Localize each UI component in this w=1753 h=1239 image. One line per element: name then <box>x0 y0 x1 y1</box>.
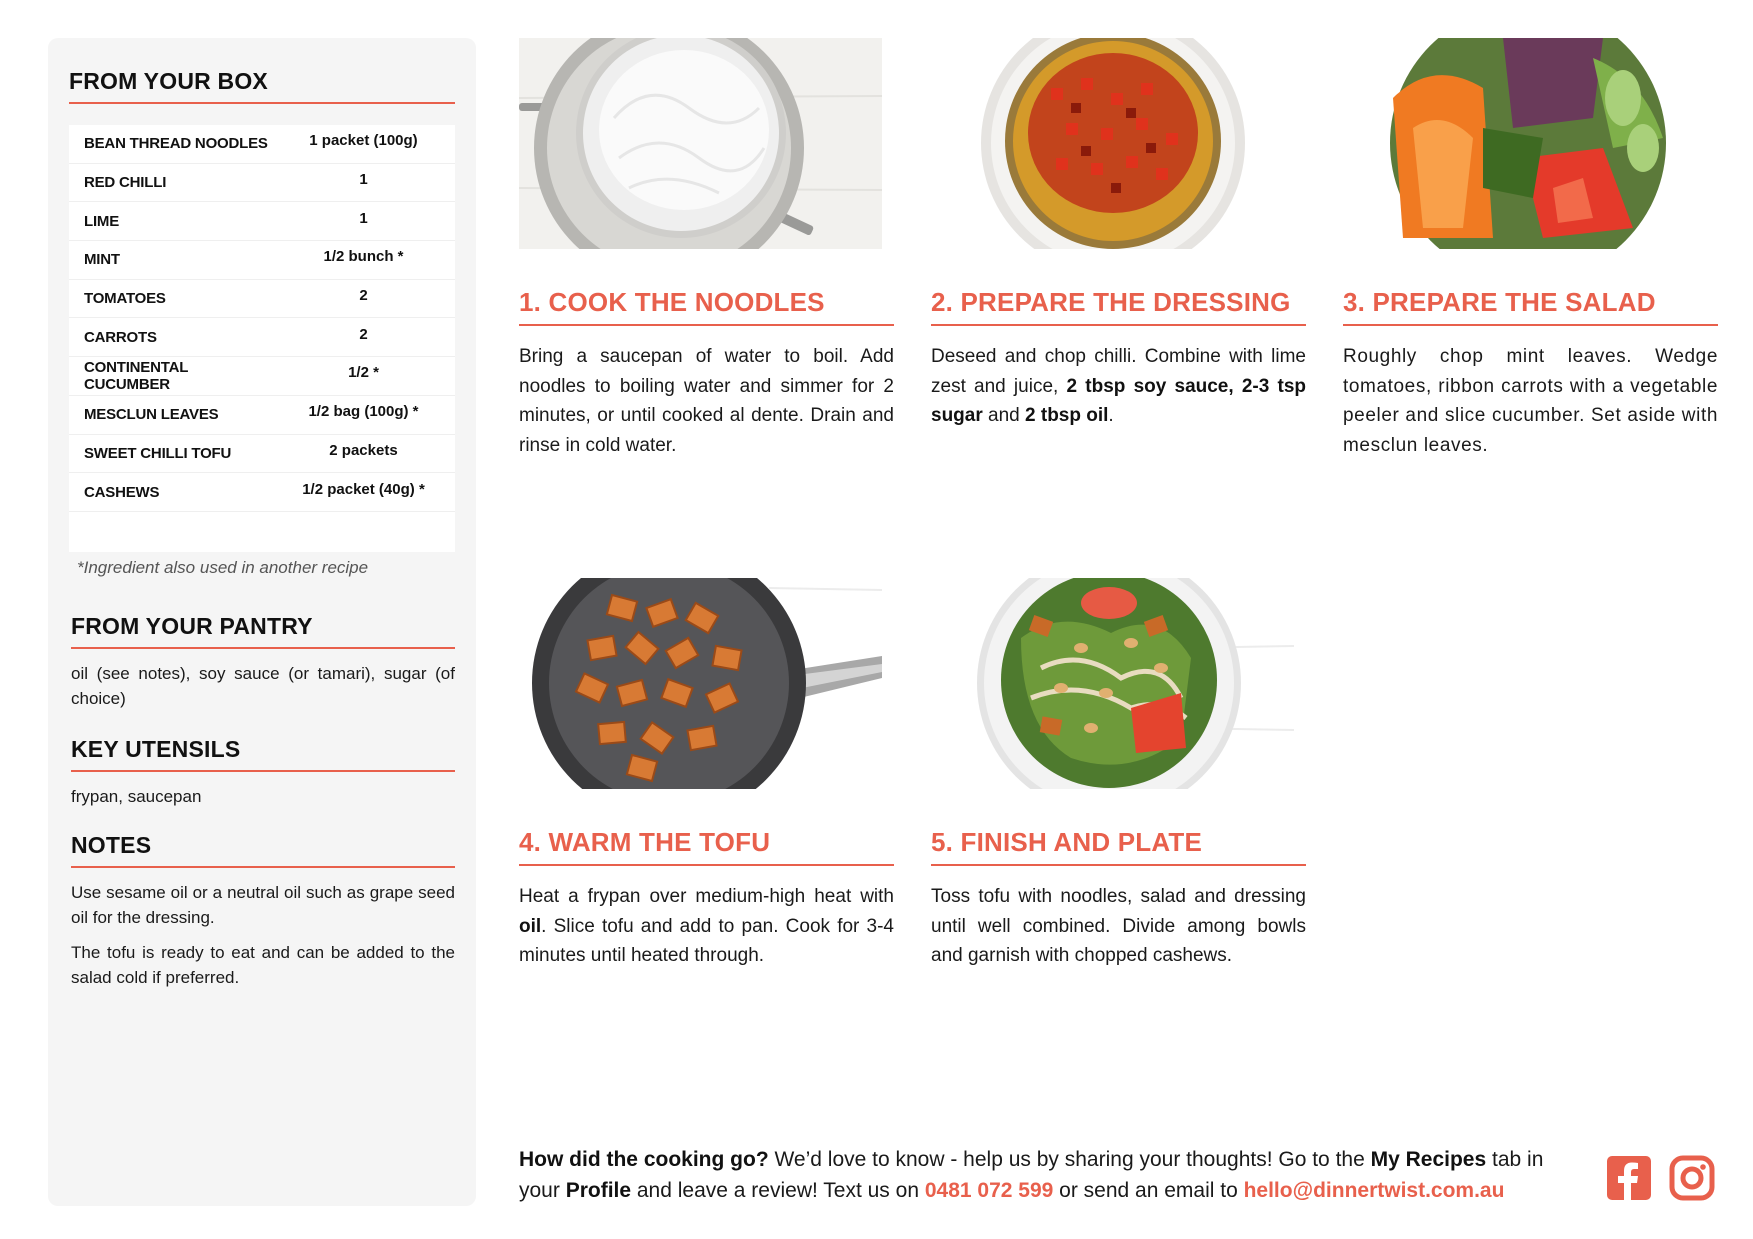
step-text-part: . Slice tofu and add to pan. Cook for 3-4 minutes until heated through. <box>519 915 894 966</box>
step-divider <box>1343 324 1718 326</box>
step-title: 1. COOK THE NOODLES <box>519 287 825 317</box>
step-title: 5. FINISH AND PLATE <box>931 827 1203 857</box>
footer-text: or send an email to <box>1053 1179 1244 1202</box>
from-your-box-title: FROM YOUR BOX <box>69 68 268 94</box>
ingredients-table <box>69 125 455 552</box>
step-divider <box>519 324 894 326</box>
footer-text: We’d love to know - help us by sharing your thoughts! Go to the <box>768 1148 1371 1171</box>
ingredient-name: SWEET CHILLI TOFU <box>84 444 232 462</box>
ingredient-row <box>69 435 455 474</box>
ingredient-qty: 2 <box>359 287 368 305</box>
step-text: Roughly chop mint leaves. Wedge tomatoes, ribbon carrots with a vegetable peeler and slice cucumber. Set aside with mesclun leaves. <box>1343 346 1718 456</box>
ingredient-qty: 1/2 packet (40g) * <box>302 480 425 498</box>
email-link[interactable]: hello@dinnertwist.com.au <box>1243 1179 1505 1202</box>
key-utensils-title: KEY UTENSILS <box>71 736 241 762</box>
step-divider <box>931 864 1306 866</box>
step-text-part: and <box>982 405 1026 426</box>
step-3 <box>1343 38 1718 460</box>
phone-link[interactable]: 0481 072 599 <box>924 1179 1054 1202</box>
ingredient-name: CASHEWS <box>84 483 160 501</box>
step-4 <box>519 578 894 971</box>
ingredient-qty: 1 <box>359 209 368 227</box>
note-item: The tofu is ready to eat and can be added to the salad cold if preferred. <box>71 943 455 987</box>
from-your-box-section <box>69 68 455 104</box>
ingredient-name: LIME <box>84 212 120 230</box>
ingredient-name: CARROTS <box>84 328 157 346</box>
ingredient-qty: 1/2 bunch * <box>323 248 404 266</box>
feedback-footer <box>519 1144 1589 1206</box>
ingredient-row <box>69 125 455 164</box>
ingredient-name: MESCLUN LEAVES <box>84 406 219 424</box>
ingredient-name: RED CHILLI <box>84 174 167 192</box>
ingredient-name: TOMATOES <box>84 290 166 308</box>
noodles-in-strainer-photo <box>519 38 882 249</box>
ingredient-row <box>69 473 455 512</box>
step-text-part: . <box>1108 405 1114 426</box>
ingredient-qty: 2 packets <box>329 441 398 459</box>
instagram-icon[interactable] <box>1669 1155 1715 1201</box>
step-text <box>931 342 1306 431</box>
from-your-pantry-title: FROM YOUR PANTRY <box>71 613 313 639</box>
section-divider <box>69 102 455 104</box>
step-text-part: Heat a frypan over medium-high heat with <box>519 886 894 907</box>
step-text: Bring a saucepan of water to boil. Add noodles to boiling water and simmer for 2 minutes, or until cooked al dente. Drain and rinse in cold water. <box>519 346 894 456</box>
footer-question: How did the cooking go? <box>519 1148 769 1171</box>
step-title: 3. PREPARE THE SALAD <box>1343 287 1656 317</box>
notes-section <box>71 832 455 990</box>
ingredient-name: CONTINENTAL CUCUMBER <box>84 358 188 393</box>
ingredient-name: BEAN THREAD NOODLES <box>84 135 268 153</box>
ingredient-row <box>69 318 455 357</box>
step-5 <box>931 578 1306 971</box>
chilli-dressing-bowl-photo <box>931 38 1294 249</box>
my-recipes-text: My Recipes <box>1370 1148 1487 1171</box>
section-divider <box>71 770 455 772</box>
footer-text: and leave a review! Text us on <box>631 1179 925 1202</box>
ingredient-footnote: *Ingredient also used in another recipe <box>77 558 369 577</box>
key-utensils-section <box>71 736 455 809</box>
ingredient-row <box>69 202 455 241</box>
tofu-in-frypan-photo <box>519 578 882 789</box>
ingredient-qty: 1/2 bag (100g) * <box>308 403 419 421</box>
step-text-bold: 2 tbsp soy sauce, 2-3 tsp sugar <box>931 375 1306 426</box>
ingredient-row <box>69 241 455 280</box>
section-divider <box>71 647 455 649</box>
note-item: Use sesame oil or a neutral oil such as grape seed oil for the dressing. <box>71 883 455 927</box>
step-divider <box>519 864 894 866</box>
step-title: 4. WARM THE TOFU <box>519 827 771 857</box>
finished-salad-bowl-photo <box>931 578 1294 789</box>
salad-vegetables-bowl-photo <box>1343 38 1706 249</box>
step-text: Toss tofu with noodles, salad and dressing until well combined. Divide among bowls and garnish with chopped cashews. <box>931 886 1306 966</box>
utensils-text: frypan, saucepan <box>71 787 202 806</box>
step-1 <box>519 38 894 460</box>
step-2 <box>931 38 1306 431</box>
ingredient-row <box>69 164 455 203</box>
ingredient-row <box>69 280 455 319</box>
ingredient-qty: 1 <box>359 171 368 189</box>
ingredient-name: MINT <box>84 251 120 269</box>
section-divider <box>71 866 455 868</box>
sidebar-panel <box>48 38 476 1206</box>
step-text-bold: 2 tbsp oil <box>1025 405 1109 426</box>
ingredient-row <box>69 357 455 396</box>
step-text-bold: oil <box>519 915 542 937</box>
profile-text: Profile <box>565 1179 632 1202</box>
pantry-text: oil (see notes), soy sauce (or tamari), sugar (of choice) <box>71 664 455 708</box>
step-text-part: Deseed and chop chilli. Combine with lime zest and juice, <box>931 346 1306 397</box>
ingredient-row <box>69 396 455 435</box>
facebook-icon[interactable] <box>1606 1155 1652 1201</box>
ingredient-qty: 1 packet (100g) <box>309 132 418 150</box>
step-text <box>519 882 894 971</box>
footer-text: tab in your <box>519 1148 1544 1202</box>
step-title: 2. PREPARE THE DRESSING <box>931 287 1291 317</box>
ingredient-qty: 1/2 * <box>348 364 379 382</box>
step-divider <box>931 324 1306 326</box>
from-your-pantry-section <box>71 613 455 711</box>
table-blank-row <box>69 512 455 552</box>
ingredient-qty: 2 <box>359 325 368 343</box>
notes-title: NOTES <box>71 832 152 858</box>
